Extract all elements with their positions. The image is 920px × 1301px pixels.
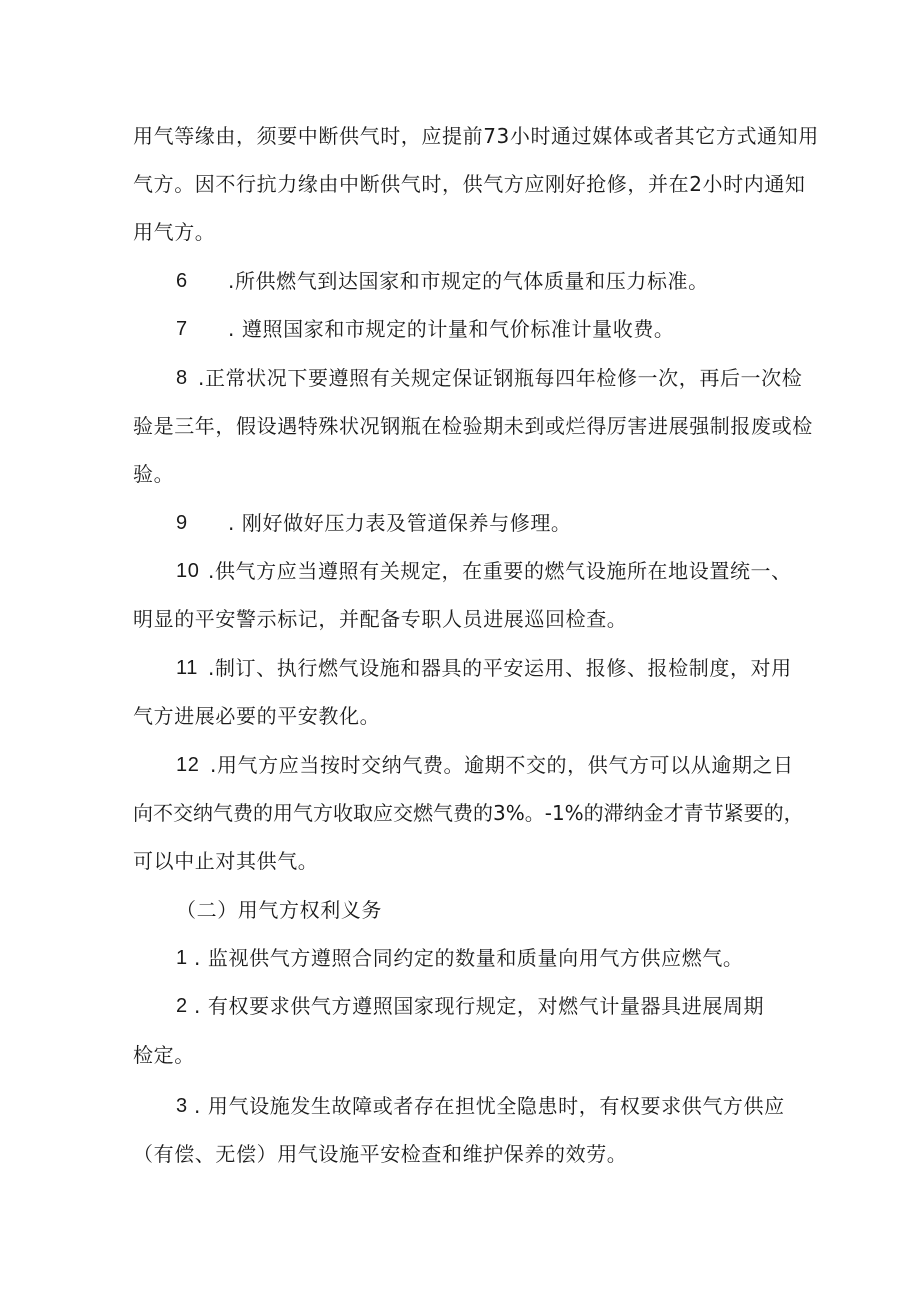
list-item xyxy=(0,655,920,681)
intro-line: 用气方。 xyxy=(133,220,216,244)
item-number: 8 xyxy=(176,367,188,389)
item-text-continued: （有偿、无偿）用气设施平安检查和维护保养的效劳。 xyxy=(133,1142,628,1166)
item-number: 6 xyxy=(176,270,188,292)
item-number: 3 xyxy=(176,1095,188,1117)
item-text: .制订、执行燃气设施和器具的平安运用、报修、报检制度，对用 xyxy=(208,656,792,680)
item-text-continued: 可以中止对其供气。 xyxy=(133,849,319,873)
list-item xyxy=(0,510,920,536)
section-heading: （二）用气方权利义务 xyxy=(176,898,382,922)
intro-line: 气方。因不行抗力缘由中断供气时，供气方应刚好抢修，并在2小时内通知 xyxy=(133,172,806,196)
item-number: 2 xyxy=(176,995,188,1017)
intro-line: 用气等缘由，须要中断供气时，应提前73小时通过媒体或者其它方式通知用 xyxy=(133,124,819,148)
item-text: .所供燃气到达国家和市规定的气体质量和压力标准。 xyxy=(228,269,709,293)
item-text-continued: 验。 xyxy=(133,462,175,486)
item-number: 9 xyxy=(176,512,188,534)
item-text-continued: 验是三年，假设遇特殊状况钢瓶在检验期未到或烂得厉害进展强制报废或检 xyxy=(133,414,813,438)
list-item xyxy=(0,993,920,1019)
item-text: . 用气设施发生故障或者存在担忧全隐患时，有权要求供气方供应 xyxy=(194,1094,785,1118)
item-text-continued: 明显的平安警示标记，并配备专职人员进展巡回检查。 xyxy=(133,607,628,631)
item-number: 11 xyxy=(176,657,198,679)
item-number: 10 xyxy=(176,560,200,582)
list-item xyxy=(0,1093,920,1119)
item-text-continued: 检定。 xyxy=(133,1043,195,1067)
item-text: .正常状况下要遵照有关规定保证钢瓶每四年检修一次，再后一次检 xyxy=(198,366,803,390)
item-number: 1 xyxy=(176,947,188,969)
list-item xyxy=(0,268,920,294)
item-number: 7 xyxy=(176,318,188,340)
item-number: 12 xyxy=(176,754,200,776)
item-text-continued: 向不交纳气费的用气方收取应交燃气费的3%。-1%的滞纳金才青节紧要的， xyxy=(133,801,804,825)
list-item xyxy=(0,316,920,342)
item-text-continued: 气方进展必要的平安教化。 xyxy=(133,704,381,728)
list-item xyxy=(0,558,920,584)
item-text: . 有权要求供气方遵照国家现行规定，对燃气计量器具进展周期 xyxy=(194,994,765,1018)
item-text: . 刚好做好压力表及管道保养与修理。 xyxy=(228,511,572,535)
item-text: .供气方应当遵照有关规定，在重要的燃气设施所在地设置统一、 xyxy=(208,559,792,583)
list-item xyxy=(0,945,920,971)
list-item xyxy=(0,365,920,391)
item-text: . 监视供气方遵照合同约定的数量和质量向用气方供应燃气。 xyxy=(194,946,744,970)
item-text: . 遵照国家和市规定的计量和气价标准计量收费。 xyxy=(228,317,675,341)
item-text: .用气方应当按时交纳气费。逾期不交的，供气方可以从逾期之日 xyxy=(210,753,794,777)
list-item xyxy=(0,752,920,778)
